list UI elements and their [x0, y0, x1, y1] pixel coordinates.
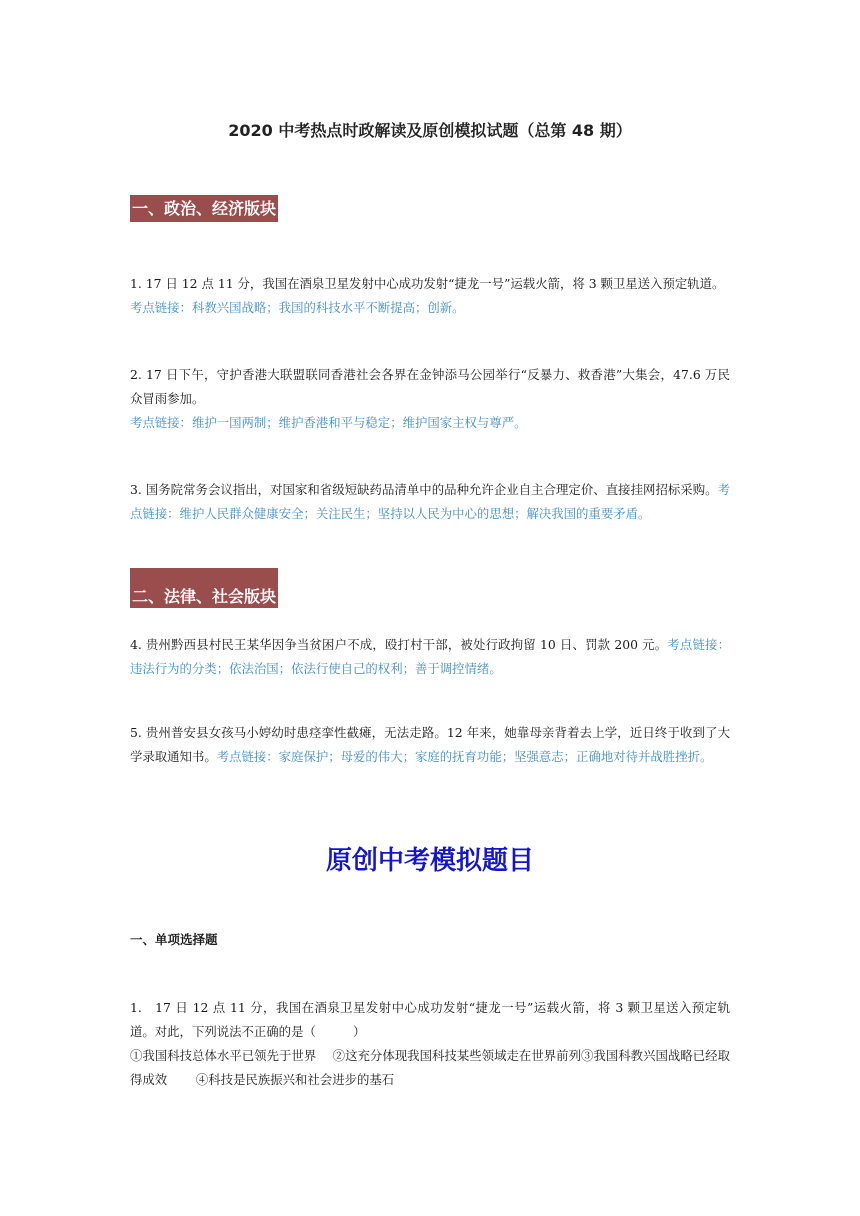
exam-point-link: 考点链接：科教兴国战略；我国的科技水平不断提高；创新。 — [130, 300, 465, 315]
question-stem: 1. 17 日 12 点 11 分，我国在酒泉卫星发射中心成功发射“捷龙一号”运载火箭，将 3 颗卫星送入预定轨道。对此，下列说法不正确的是（ ） — [130, 1000, 730, 1039]
section-header-law-society: 二、法律、社会版块 — [130, 568, 278, 608]
document-title: 2020 中考热点时政解读及原创模拟试题（总第 48 期） — [228, 121, 632, 140]
exam-point-link: 考点链接：家庭保护；母爱的伟大；家庭的抚育功能；坚强意志；正确地对待并战胜挫折。 — [216, 749, 713, 764]
original-questions-title: 原创中考模拟题目 — [325, 846, 534, 876]
news-item-text: 5. 贵州普安县女孩马小婷幼时患痉挛性截瘫，无法走路。12 年来，她靠母亲背着去上学，近日终于收到了大学录取通知书。 — [130, 725, 730, 764]
single-choice-header: 一、单项选择题 — [130, 932, 218, 947]
question-options: ①我国科技总体水平已领先于世界 ②这充分体现我国科技某些领域走在世界前列③我国科教兴国战略已经取得成效 ④科技是民族振兴和社会进步的基石 — [130, 1048, 730, 1087]
news-item-5 — [130, 721, 730, 769]
news-item-text: 4. 贵州黔西县村民王某华因争当贫困户不成，殴打村干部，被处行政拘留 10 日、罚款 200 元。 — [130, 637, 668, 652]
news-item-1 — [130, 272, 730, 320]
news-item-4 — [130, 633, 730, 681]
exam-point-link: 考点链接：违法行为的分类；依法治国；依法行使自己的权利；善于调控情绪。 — [130, 637, 731, 676]
news-item-text: 3. 国务院常务会议指出，对国家和省级短缺药品清单中的品种允许企业自主合理定价、直接挂网招标采购。 — [130, 482, 718, 497]
news-item-text: 2. 17 日下午，守护香港大联盟联同香港社会各界在金钟添马公园举行“反暴力、救香港”大集会，47.6 万民众冒雨参加。 — [130, 367, 730, 406]
news-item-text: 1. 17 日 12 点 11 分，我国在酒泉卫星发射中心成功发射“捷龙一号”运载火箭，将 3 颗卫星送入预定轨道。 — [130, 276, 725, 291]
question-1 — [130, 996, 730, 1092]
news-item-3 — [130, 478, 730, 526]
news-item-2 — [130, 363, 730, 435]
exam-point-link: 考点链接：维护人民群众健康安全；关注民生；坚持以人民为中心的思想；解决我国的重要矛盾。 — [130, 482, 730, 521]
section-header-politics-economy: 一、政治、经济版块 — [130, 195, 278, 222]
exam-point-link: 考点链接：维护一国两制；维护香港和平与稳定；维护国家主权与尊严。 — [130, 415, 527, 430]
